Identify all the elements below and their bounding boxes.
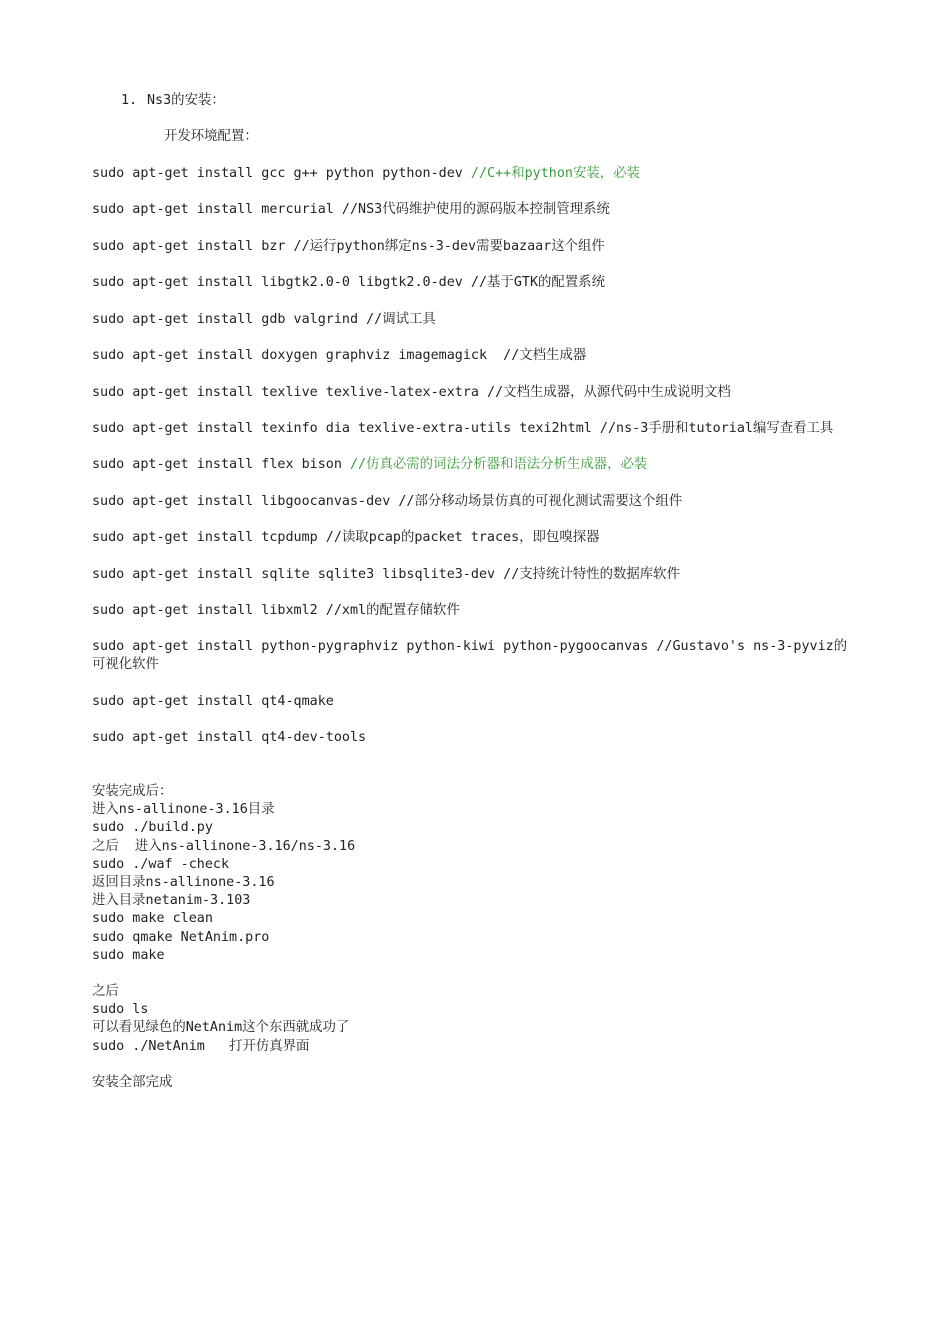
command-comment: //读取pcap的packet traces，即包嗅探器	[325, 530, 600, 545]
command-line	[92, 238, 605, 256]
step-line: 返回目录ns-allinone-3.16	[92, 875, 275, 890]
command-text: sudo apt-get install gdb valgrind	[92, 312, 367, 327]
section-title: Ns3的安装：	[147, 93, 225, 108]
step-line: sudo make clean	[92, 911, 213, 927]
command-comment: //仿真必需的词法分析器和语法分析生成器，必装	[349, 457, 648, 472]
command-line	[92, 729, 366, 747]
command-text: sudo apt-get install libxml2	[92, 603, 326, 618]
step-line: sudo ./NetAnim 打开仿真界面	[92, 1038, 310, 1054]
command-text: sudo apt-get install qt4-dev-tools	[92, 730, 367, 745]
command-text: sudo apt-get install python-pygraphviz python-kiwi python-pygoocanvas	[92, 639, 657, 654]
command-line	[92, 274, 605, 292]
command-comment: //文档生成器，从源代码中生成说明文档	[487, 385, 731, 400]
command-line	[92, 693, 334, 711]
command-line	[92, 638, 847, 656]
command-line	[92, 529, 600, 547]
subsection-title: 开发环境配置：	[164, 129, 258, 144]
command-text: sudo apt-get install texlive texlive-latex-extra	[92, 385, 488, 400]
command-line	[92, 420, 833, 438]
command-comment: //Gustavo's ns-3-pyviz的	[656, 639, 848, 654]
list-number: 1.	[121, 93, 138, 108]
command-line	[92, 384, 731, 402]
command-comment: //部分移动场景仿真的可视化测试需要这个组件	[398, 494, 683, 509]
command-line	[92, 566, 680, 584]
command-comment: //支持统计特性的数据库软件	[503, 567, 680, 582]
command-text: sudo apt-get install tcpdump	[92, 530, 326, 545]
step-line: 可以看见绿色的NetAnim这个东西就成功了	[92, 1020, 350, 1036]
command-line	[92, 347, 586, 365]
step-line: sudo ./build.py	[92, 820, 213, 836]
command-comment: //NS3代码维护使用的源码版本控制管理系统	[341, 202, 610, 217]
step-line: 之后 进入ns-allinone-3.16/ns-3.16	[92, 838, 356, 854]
step-line: 进入ns-allinone-3.16目录	[92, 802, 275, 818]
command-comment: //C++和python安装，必装	[470, 166, 640, 181]
command-line	[92, 311, 436, 329]
command-text: sudo apt-get install mercurial	[92, 202, 342, 217]
command-text: sudo apt-get install gcc g++ python python-dev	[92, 166, 471, 181]
final-note: 安装全部完成	[92, 1075, 173, 1090]
command-line	[92, 456, 647, 474]
command-text: sudo apt-get install sqlite sqlite3 libsqlite3-dev	[92, 567, 504, 582]
step-line: sudo make	[92, 947, 165, 963]
step-line: 进入目录netanim-3.103	[92, 893, 251, 909]
command-text: sudo apt-get install libgtk2.0-0 libgtk2.0-dev	[92, 275, 471, 290]
command-text: sudo apt-get install doxygen graphviz imagemagick	[92, 348, 504, 363]
command-comment-continuation: 可视化软件	[92, 657, 159, 672]
command-comment: //基于GTK的配置系统	[470, 275, 605, 290]
command-comment: //文档生成器	[503, 348, 587, 363]
command-line	[92, 201, 610, 219]
step-line: sudo ./waf -check	[92, 856, 230, 872]
command-text: sudo apt-get install qt4-qmake	[92, 694, 334, 709]
step-line: sudo ls	[92, 1002, 149, 1018]
step-line: sudo qmake NetAnim.pro	[92, 929, 270, 945]
after-install-heading: 安装完成后：	[92, 784, 173, 799]
command-comment: //xml的配置存储软件	[325, 603, 460, 618]
command-comment: //ns-3手册和tutorial编写查看工具	[599, 421, 834, 436]
command-line	[92, 165, 640, 183]
command-text: sudo apt-get install flex bison	[92, 457, 350, 472]
command-line	[92, 602, 460, 620]
command-text: sudo apt-get install texinfo dia texlive-extra-utils texi2html	[92, 421, 600, 436]
command-text: sudo apt-get install bzr	[92, 239, 294, 254]
command-comment: //调试工具	[366, 312, 436, 327]
afterwards-heading: 之后	[92, 984, 119, 999]
command-comment: //运行python绑定ns-3-dev需要bazaar这个组件	[293, 239, 605, 254]
command-line	[92, 493, 682, 511]
command-text: sudo apt-get install libgoocanvas-dev	[92, 494, 399, 509]
